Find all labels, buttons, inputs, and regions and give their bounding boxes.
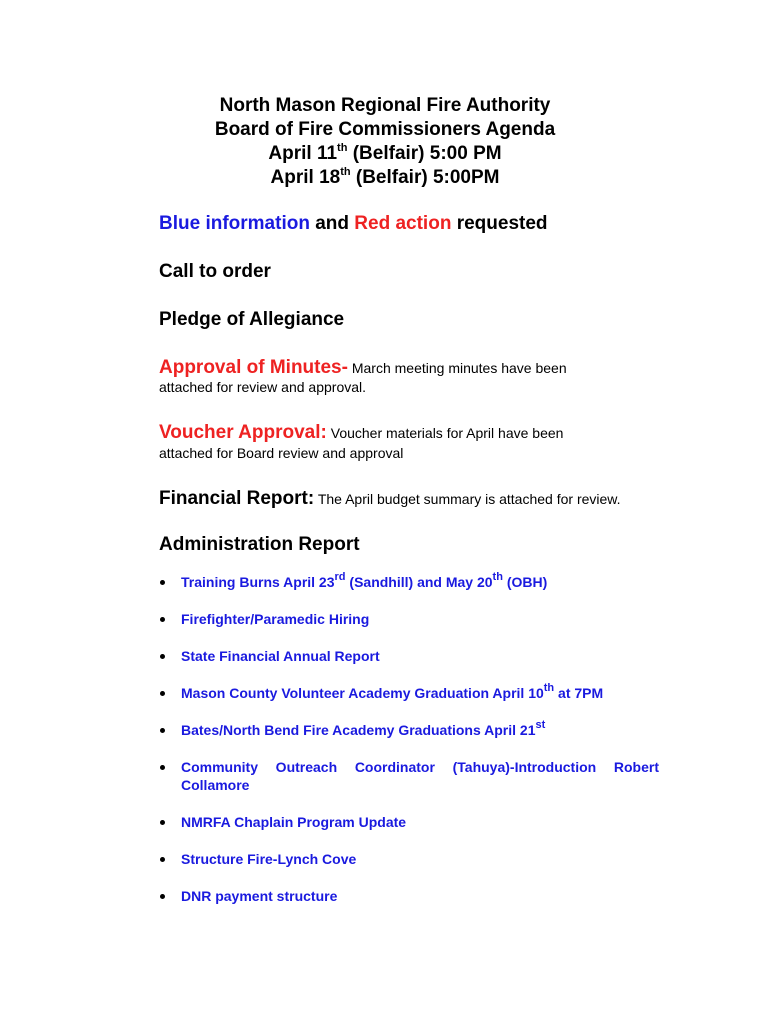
meeting-date-1-day: April 11 [268, 143, 338, 164]
color-legend [159, 212, 548, 236]
admin-list-item [159, 684, 659, 702]
admin-list-item [159, 573, 659, 591]
legend-and: and [309, 213, 355, 234]
minutes-label: Approval of Minutes- [159, 357, 348, 378]
voucher-text: Voucher materials for April have been [326, 425, 564, 441]
bullet-dot [160, 894, 165, 899]
legend-rest: requested [451, 213, 548, 234]
pledge-of-allegiance: Pledge of Allegiance [159, 309, 345, 330]
admin-list-item-label [181, 648, 380, 664]
admin-list-item-label [181, 611, 369, 627]
admin-list-item-label [181, 851, 356, 867]
meeting-date-2 [0, 166, 770, 190]
admin-list [159, 573, 659, 905]
item-text: Bates/North Bend Fire Academy Graduations April 21 [181, 722, 536, 738]
bullet-dot [160, 765, 165, 770]
bullet-dot [160, 654, 165, 659]
ordinal-suffix: st [535, 719, 546, 732]
item-text: Mason County Volunteer Academy Graduation April 10 [181, 685, 544, 701]
legend-red: Red action [354, 213, 452, 234]
admin-list-item [159, 721, 659, 739]
admin-list-item-label [181, 682, 604, 701]
admin-list-item-label [181, 888, 337, 904]
item-text: Community Outreach Coordinator (Tahuya)-Introduction Robert Collamore [181, 759, 659, 793]
item-text: (OBH) [502, 574, 548, 590]
financial-text: The April budget summary is attached for review. [314, 491, 621, 507]
item-text: NMRFA Chaplain Program Update [181, 814, 407, 830]
admin-list-item [159, 850, 659, 868]
meeting-date-1-suffix: th [337, 141, 348, 154]
bullet-dot [160, 857, 165, 862]
voucher-text-cont: attached for Board review and approval [159, 445, 404, 461]
admin-list-item-label [181, 814, 406, 830]
financial-label: Financial Report: [159, 488, 315, 509]
item-text: State Financial Annual Report [181, 648, 380, 664]
minutes-text-cont: attached for review and approval. [159, 379, 367, 395]
admin-list-item [159, 647, 659, 665]
admin-list-item-label [181, 719, 546, 738]
admin-list-item [159, 758, 659, 794]
meeting-date-2-detail: (Belfair) 5:00PM [350, 167, 500, 188]
item-text: Firefighter/Paramedic Hiring [181, 611, 370, 627]
meeting-date-1 [0, 142, 770, 166]
agenda-header [0, 94, 770, 190]
ordinal-suffix: th [492, 571, 503, 584]
item-text: at 7PM [554, 685, 604, 701]
item-text: (Sandhill) and May 20 [345, 574, 493, 590]
admin-list-item [159, 813, 659, 831]
ordinal-suffix: rd [334, 571, 346, 584]
admin-list-item-label [181, 571, 548, 590]
item-text: DNR payment structure [181, 888, 338, 904]
minutes-text: March meeting minutes have been [347, 360, 567, 376]
call-to-order: Call to order [159, 261, 271, 282]
meeting-date-2-suffix: th [340, 165, 351, 178]
bullet-dot [160, 617, 165, 622]
financial-item [159, 487, 621, 511]
bullet-dot [160, 580, 165, 585]
bullet-dot [160, 728, 165, 733]
meeting-date-2-day: April 18 [270, 167, 341, 188]
meeting-date-1-detail: (Belfair) 5:00 PM [347, 143, 502, 164]
legend-blue: Blue information [159, 213, 310, 234]
item-text: Training Burns April 23 [181, 574, 335, 590]
minutes-item [159, 356, 567, 380]
admin-heading: Administration Report [159, 534, 360, 555]
ordinal-suffix: th [543, 682, 555, 695]
agenda-title: Board of Fire Commissioners Agenda [214, 119, 556, 140]
bullet-dot [160, 691, 165, 696]
voucher-item [159, 421, 563, 445]
item-text: Structure Fire-Lynch Cove [181, 851, 357, 867]
org-name: North Mason Regional Fire Authority [219, 95, 551, 116]
admin-list-item-label [181, 758, 659, 794]
voucher-label: Voucher Approval: [159, 422, 327, 443]
bullet-dot [160, 820, 165, 825]
admin-list-item [159, 610, 659, 628]
admin-list-item [159, 887, 659, 905]
